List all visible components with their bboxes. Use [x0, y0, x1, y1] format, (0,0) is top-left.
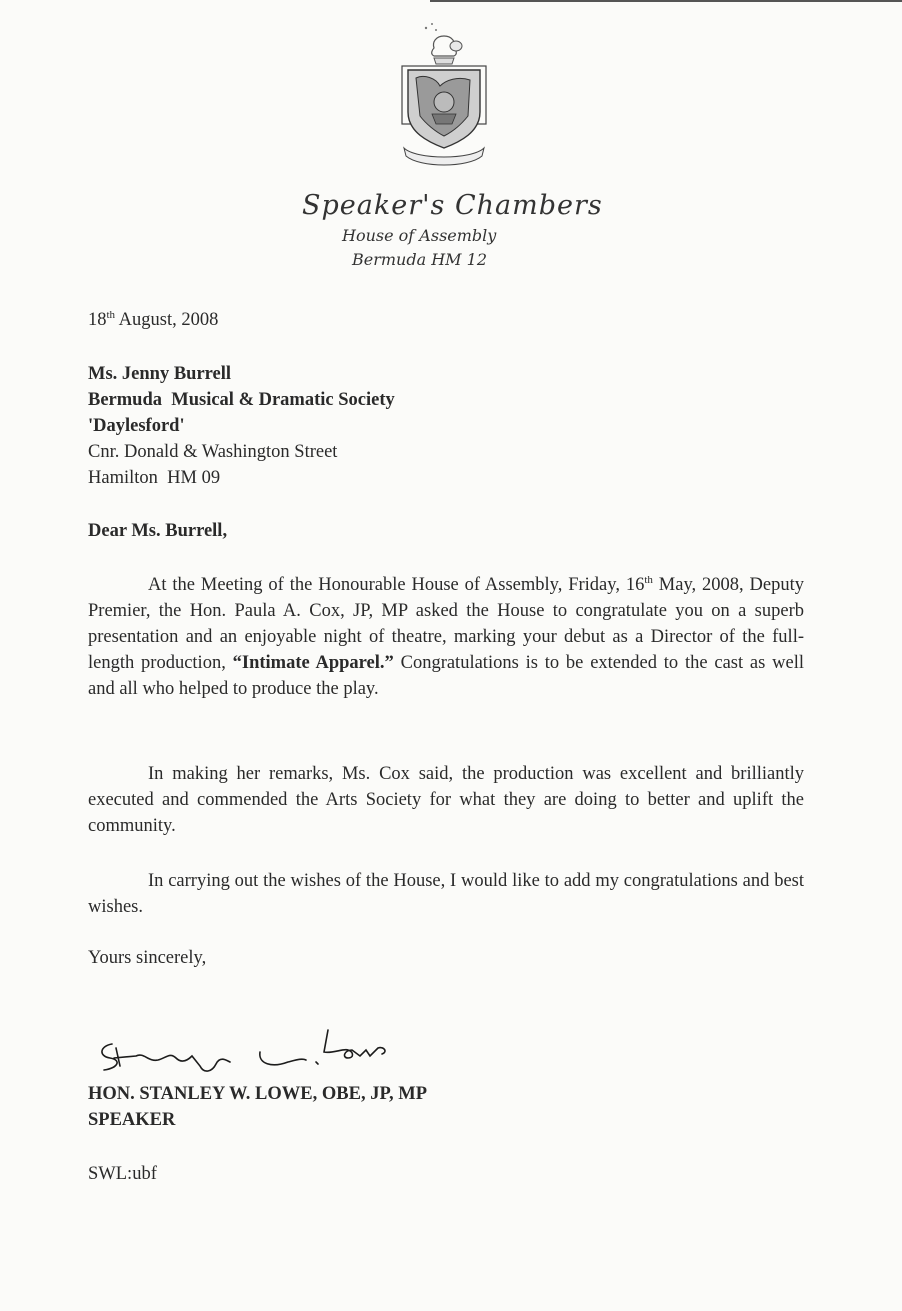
production-title: “Intimate Apparel.”	[232, 653, 394, 673]
handwritten-signature	[92, 1022, 412, 1082]
date-month-year: August, 2008	[115, 310, 219, 330]
recipient-city: Hamilton HM 09	[88, 468, 221, 488]
signer-block	[88, 1081, 804, 1133]
date-suffix: th	[106, 308, 116, 321]
closing: Yours sincerely,	[88, 948, 207, 968]
letterhead	[290, 188, 610, 272]
date-day: 18	[88, 310, 107, 330]
body-paragraph-2: In making her remarks, Ms. Cox said, the production was excellent and brilliantly executed and commended the Arts Society for what they are doing to better and uplift the community.	[88, 764, 804, 836]
letterhead-title: Speaker's Chambers	[302, 190, 603, 221]
salutation: Dear Ms. Burrell,	[88, 521, 228, 541]
recipient-building: 'Daylesford'	[88, 416, 185, 436]
letter-date	[88, 307, 804, 333]
body-paragraph-1	[88, 572, 804, 702]
p1-text-c: Congratulations is to be extended to the cast as well and all who helped to produce the play.	[88, 653, 804, 699]
p1-text-b: May, 2008, Deputy Premier, the Hon. Paula A. Cox, JP, MP asked the House to congratulate you on a superb presentation and an enjoyable night of theatre, marking your debut as a Director of the full-length production,	[88, 575, 805, 673]
signer-title: SPEAKER	[88, 1110, 176, 1130]
page-edge-line	[430, 0, 902, 2]
recipient-organization: Bermuda Musical & Dramatic Society	[88, 390, 395, 410]
letterhead-address: Bermuda HM 12	[352, 250, 487, 269]
p1-sup: th	[644, 573, 653, 586]
letterhead-house: House of Assembly	[342, 226, 497, 245]
p1-text-a: At the Meeting of the Honourable House of Assembly, Friday, 16	[148, 575, 645, 595]
body-paragraph-3: In carrying out the wishes of the House, I would like to add my congratulations and best wishes.	[88, 871, 804, 917]
recipient-name: Ms. Jenny Burrell	[88, 364, 232, 384]
reference-initials: SWL:ubf	[88, 1164, 157, 1184]
coat-of-arms-icon	[396, 20, 492, 170]
signer-name: HON. STANLEY W. LOWE, OBE, JP, MP	[88, 1084, 428, 1104]
recipient-street: Cnr. Donald & Washington Street	[88, 442, 338, 462]
recipient-address	[88, 361, 804, 491]
